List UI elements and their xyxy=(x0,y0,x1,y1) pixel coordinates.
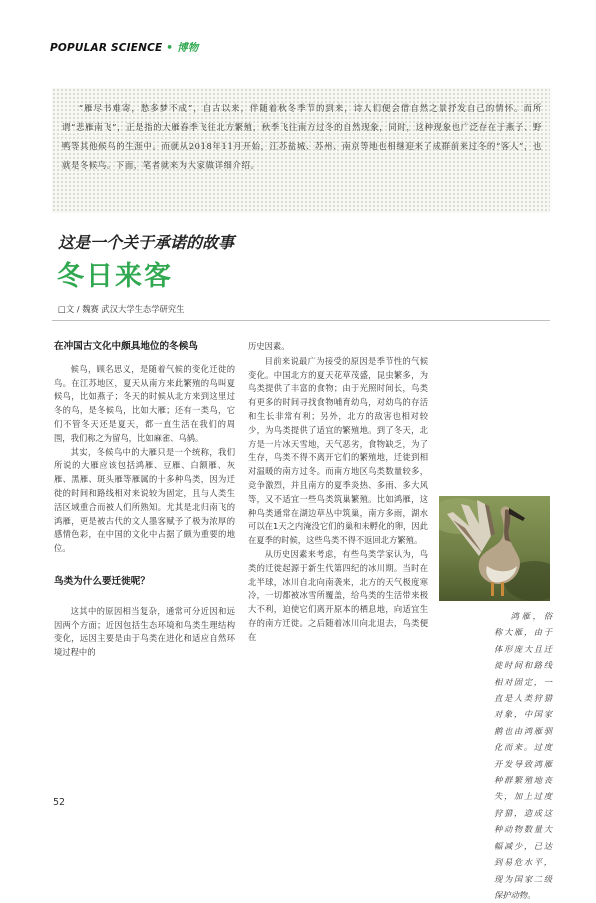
article-title: 冬日来客 xyxy=(57,261,173,292)
column-middle xyxy=(248,340,428,645)
paragraph: 从历史因素来考虑，有些鸟类学家认为，鸟类的迁徙起源于新生代第四纪的冰川期。当时在北半球，冰川自北向南袭来，北方的天气极度寒冷，一切都被冰雪所覆盖，给鸟类的生活带来极大不利，迫使它们离开原本的栖息地，向适宜生存的南方迁徙。之后随着冰川向北退去，鸟类便在 xyxy=(248,548,428,642)
column-left xyxy=(54,340,235,660)
swan-goose-illustration xyxy=(439,496,550,601)
section-heading: 鸟类为什么要迁徙呢？ xyxy=(54,575,150,587)
swan-goose-photo xyxy=(439,496,550,601)
section-label-en: POPULAR SCIENCE xyxy=(50,42,163,54)
paragraph: 历史因素。 xyxy=(248,341,290,351)
paragraph: 目前来说最广为接受的原因是季节性的气候变化。中国北方的夏天花草茂盛，昆虫繁多，为鸟类提供了丰富的食物；由于光照时间长，鸟类有更多的时间寻找食物哺育幼鸟，对幼鸟的存活和生长非常有利；另外，北方的敌害也相对较少，为鸟类提供了适宜的繁殖地。到了冬天，北方是一片冰天雪地，天气恶劣，食物缺乏，为了生存，鸟类不得不离开它们的繁殖地，迁徙到相对温暖的南方过冬。而南方地区鸟类数量较多，竞争激烈，并且南方的夏季炎热、多雨、多大风等，又不适宜一些鸟类筑巢繁殖。比如鸿雁，这种鸟类通常在湖边草丛中筑巢，南方多雨，湖水可以在1天之内淹没它们的巢和未孵化的卵，因此在夏季的时候，这些鸟类不得不返回北方繁殖。 xyxy=(248,355,428,546)
header-separator: • xyxy=(166,42,174,54)
page-number: 52 xyxy=(53,797,66,808)
section-heading: 在冲国古文化中颇具地位的冬候鸟 xyxy=(54,341,198,352)
article-byline: □文 / 魏赛 武汉大学生态学研究生 xyxy=(58,304,185,314)
intro-paragraph: “雁尽书难寄，愁多梦不成”，自古以来，伴随着秋冬季节的到来，诗人们便会借自然之景抒发自己的情怀。而所谓“悲雁南飞”，正是指的大雁春季飞往北方繁殖，秋季飞往南方过冬的自然现象，同时，这种现象也广泛存在于燕子、野鸭等其他候鸟的生涯中。而就从2018年11月开始，江苏盐城、苏州、南京等地也相继迎来了成群前来过冬的“客人”，也就是冬候鸟。下面，笔者就来为大家做详细介绍。 xyxy=(62,103,542,170)
paragraph: 这其中的原因相当复杂，通常可分近因和远因两个方面；近因包括生态环境和鸟类生理结构变化，远因主要是由于鸟类在进化和适应自然环境过程中的 xyxy=(54,605,235,658)
photo-caption: 鸿雁，俗称大雁，由于体形庞大且迁徙时间和路线相对固定，一直是人类狩猎对象，中国家鹅也由鸿雁驯化而来。过度开发导致鸿雁种群繁殖地丧失，加上过度狩猎，造成这种动物数量大幅减少，已达到易危水平，现为国家二级保护动物。 xyxy=(494,611,552,900)
section-label-cn: 博物 xyxy=(177,42,199,54)
magazine-header xyxy=(50,40,198,55)
article-subtitle: 这是一个关于承诺的故事 xyxy=(58,233,235,252)
paragraph: 其实，冬候鸟中的大雁只是一个统称，我们所说的大雁应该包括鸿雁、豆雁、白额雁、灰雁、黑雁、斑头雁等雁属的十多种鸟类，因为迁徙的时间和路线相对来说较为固定，且与人类生活区域重合而被人们所熟知。尤其是北归南飞的鸿雁，更是被古代的文人墨客赋予了极为浓厚的感情色彩，在中国的文化中占据了颇为重要的地位。 xyxy=(54,446,235,554)
paragraph: 候鸟，顾名思义，是随着气候的变化迁徙的鸟。在江苏地区，夏天从南方来此繁殖的鸟叫夏候鸟，比如燕子；冬天的时候从北方来到这里过冬的鸟，是冬候鸟，比如大雁；还有一类鸟，它们不管冬天还是夏天，都一直生活在我们的周围，我们称之为留鸟，比如麻雀、乌鸫。 xyxy=(54,363,235,443)
divider xyxy=(52,320,550,321)
